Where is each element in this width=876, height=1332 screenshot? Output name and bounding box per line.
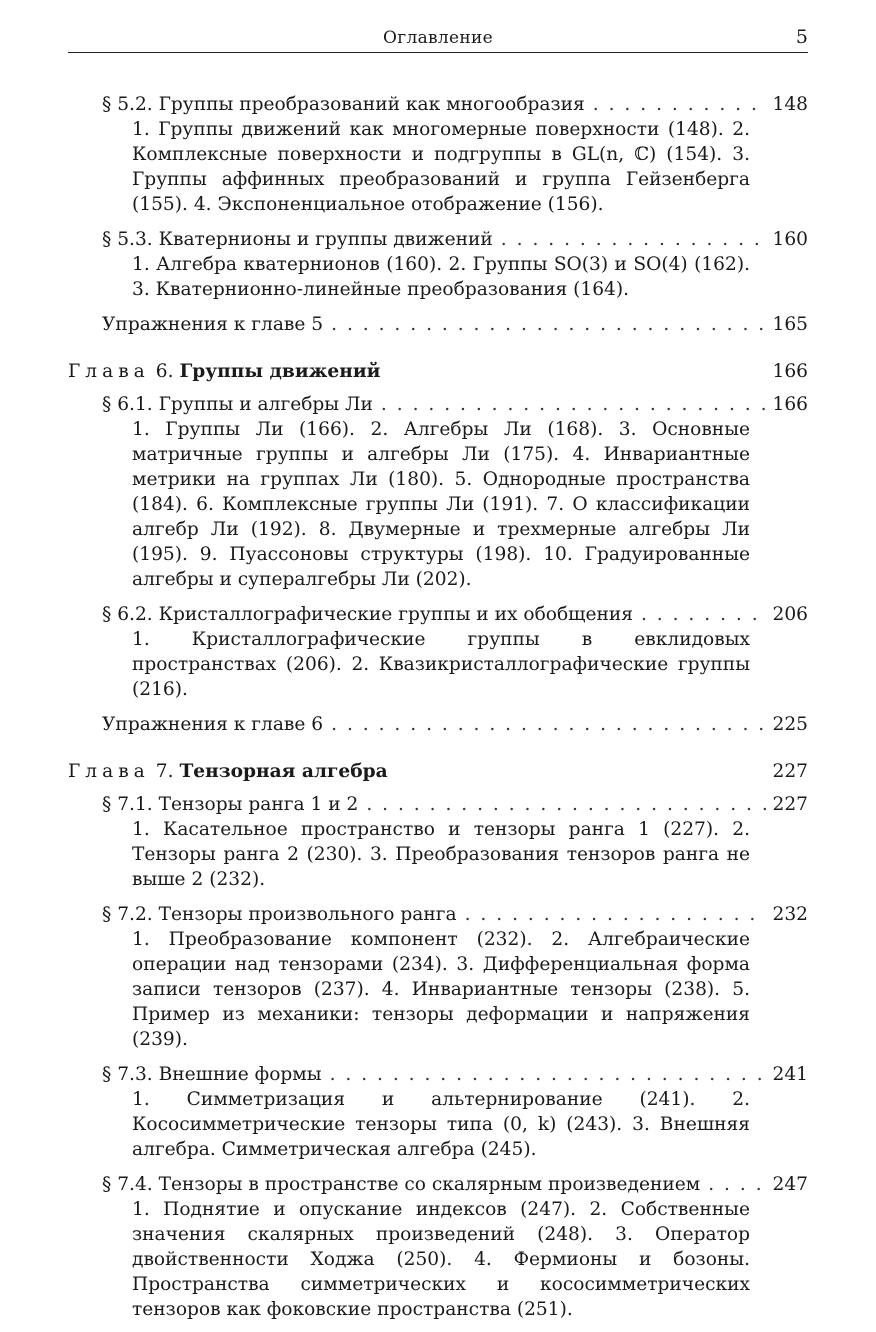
chapter-title: Группы движений (179, 361, 381, 382)
section-description: 1. Алгебра кватернионов (160). 2. Группы SO(3) и SO(4) (162). 3. Кватернионно-линейные преобразования (164). (132, 254, 750, 300)
toc-section-7-4 (68, 1172, 808, 1322)
page-number: 5 (795, 26, 808, 48)
section-page: 160 (772, 229, 808, 250)
toc-entry[interactable] (102, 792, 808, 817)
toc-entry[interactable] (102, 902, 808, 927)
toc-chapter-7[interactable] (68, 759, 808, 784)
chapter-number: 7. (155, 761, 174, 782)
section-label: § 5.2. Группы преобразований как многообразия (102, 94, 585, 115)
section-label: § 6.2. Кристаллографические группы и их обобщения (102, 604, 633, 625)
header-title: Оглавление (383, 28, 493, 48)
section-page: 247 (772, 1174, 808, 1195)
section-description: 1. Преобразование компонент (232). 2. Алгебраические операции над тензорами (234). 3. Дифференциальная форма записи тензоров (237). 4. Инвариантные тензоры (238). 5. Пример из механики: тензоры деформации и напряжения (239). (132, 929, 750, 1050)
section-label: § 7.3. Внешние формы (102, 1064, 322, 1085)
toc-exercises-5 (68, 312, 808, 337)
toc-entry[interactable] (102, 92, 808, 117)
section-description: 1. Поднятие и опускание индексов (247). 2. Собственные значения скалярных произведений (248). 3. Оператор двойственности Ходжа (250). 4. Фермионы и бозоны. Пространства симметрических и кососимметрических тензоров как фоковские пространства (251). (132, 1199, 750, 1320)
section-page: 206 (772, 604, 808, 625)
chapter-prefix: Глава (68, 761, 150, 782)
chapter-title: Тензорная алгебра (179, 761, 388, 782)
dot-leader (708, 1172, 766, 1197)
toc-entry[interactable] (102, 602, 808, 627)
dot-leader (593, 92, 766, 117)
toc-entry[interactable] (102, 392, 808, 417)
section-label: § 7.1. Тензоры ранга 1 и 2 (102, 794, 359, 815)
running-header (68, 24, 808, 53)
chapter-number: 6. (155, 361, 174, 382)
toc-entry[interactable] (102, 1062, 808, 1087)
exercises-page: 225 (772, 714, 808, 735)
section-label: § 6.1. Группы и алгебры Ли (102, 394, 373, 415)
toc-entry[interactable] (102, 712, 808, 737)
dot-leader (465, 902, 766, 927)
toc-section-7-2 (68, 902, 808, 1052)
toc-entry[interactable] (102, 1172, 808, 1197)
toc-section-5-3 (68, 227, 808, 302)
toc-section-7-1 (68, 792, 808, 892)
exercises-page: 165 (772, 314, 808, 335)
toc-entry[interactable] (102, 227, 808, 252)
section-page: 241 (772, 1064, 808, 1085)
dot-leader (381, 392, 766, 417)
section-label: § 5.3. Кватернионы и группы движений (102, 229, 493, 250)
dot-leader (331, 712, 766, 737)
section-page: 232 (772, 904, 808, 925)
toc-section-7-3 (68, 1062, 808, 1162)
section-description: 1. Группы движений как многомерные поверхности (148). 2. Комплексные поверхности и подгруппы в GL(n, ℂ) (154). 3. Группы аффинных преобразований и группа Гейзенберга (155). 4. Экспоненциальное отображение (156). (132, 119, 750, 215)
section-description: 1. Касательное пространство и тензоры ранга 1 (227). 2. Тензоры ранга 2 (230). 3. Преобразования тензоров ранга не выше 2 (232). (132, 819, 750, 890)
dot-leader (366, 792, 766, 817)
section-description: 1. Симметризация и альтернирование (241). 2. Кососимметрические тензоры типа (0, k) (243). 3. Внешняя алгебра. Симметрическая алгебра (245). (132, 1089, 750, 1160)
toc-entry[interactable] (102, 312, 808, 337)
section-page: 148 (772, 94, 808, 115)
exercises-label: Упражнения к главе 5 (102, 314, 324, 335)
section-description: 1. Группы Ли (166). 2. Алгебры Ли (168). 3. Основные матричные группы и алгебры Ли (175). 4. Инвариантные метрики на группах Ли (180). 5. Однородные пространства (184). 6. Комплексные группы Ли (191). 7. О классификации алгебр Ли (192). 8. Двумерные и трехмерные алгебры Ли (195). 9. Пуассоновы структуры (198). 10. Градуированные алгебры и супералгебры Ли (202). (132, 419, 750, 590)
chapter-page: 166 (772, 361, 808, 382)
exercises-label: Упражнения к главе 6 (102, 714, 324, 735)
section-page: 166 (772, 394, 808, 415)
toc-section-5-2 (68, 92, 808, 217)
toc-exercises-6 (68, 712, 808, 737)
section-page: 227 (772, 794, 808, 815)
dot-leader (330, 1062, 766, 1087)
toc-section-6-2 (68, 602, 808, 702)
dot-leader (641, 602, 766, 627)
chapter-page: 227 (772, 761, 808, 782)
toc-chapter-6[interactable] (68, 359, 808, 384)
table-of-contents (68, 92, 808, 1332)
dot-leader (501, 227, 766, 252)
dot-leader (331, 312, 766, 337)
section-label: § 7.2. Тензоры произвольного ранга (102, 904, 457, 925)
toc-section-6-1 (68, 392, 808, 592)
section-description: 1. Кристаллографические группы в евклидовых пространствах (206). 2. Квазикристаллографические группы (216). (132, 629, 750, 700)
chapter-prefix: Глава (68, 361, 150, 382)
section-label: § 7.4. Тензоры в пространстве со скалярным произведением (102, 1174, 701, 1195)
